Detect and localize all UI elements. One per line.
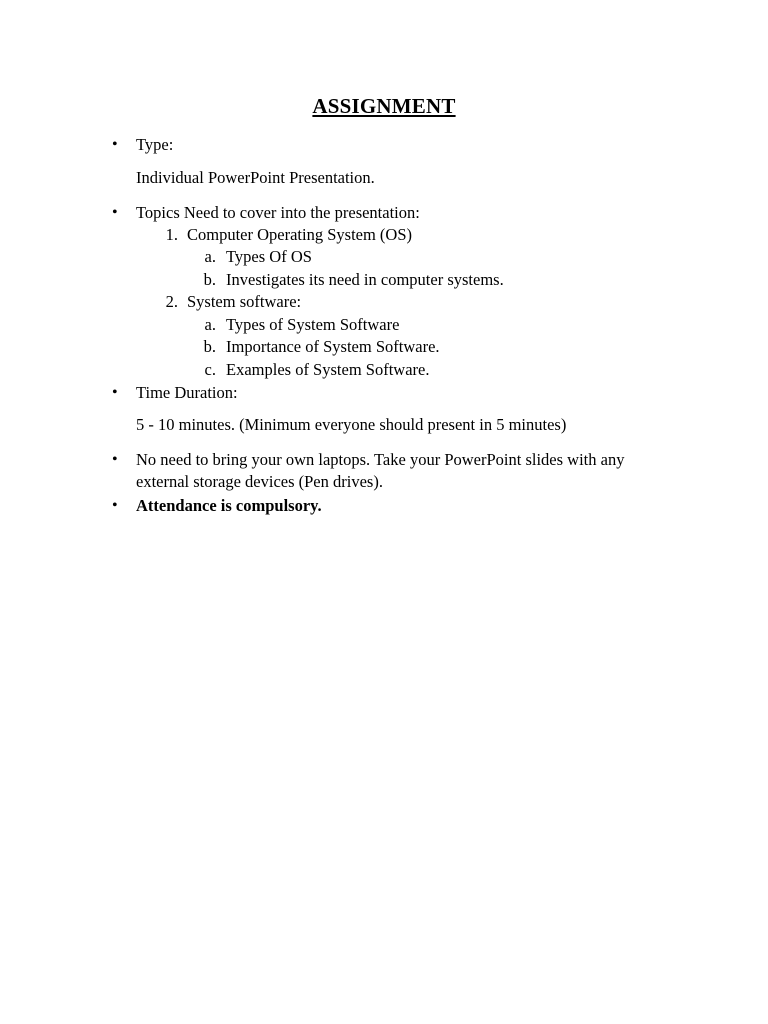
topic-item: System software: <box>187 292 302 311</box>
topic-marker: 2. <box>165 292 178 311</box>
subtopic-marker: b. <box>203 270 216 289</box>
subtopic-marker: a. <box>204 247 216 266</box>
subtopic-item: Investigates its need in computer systems. <box>226 270 504 289</box>
bullet-icon: • <box>112 136 118 153</box>
subtopic-item: Types Of OS <box>226 247 312 266</box>
laptops-line-1: No need to bring your own laptops. Take your PowerPoint slides with any <box>136 450 625 469</box>
subtopic-item: Types of System Software <box>226 315 400 334</box>
duration-label: Time Duration: <box>136 383 238 402</box>
bullet-icon: • <box>112 451 118 468</box>
bullet-icon: • <box>112 384 118 401</box>
bullet-icon: • <box>112 204 118 221</box>
attendance-note: Attendance is compulsory. <box>136 496 322 515</box>
topic-item: Computer Operating System (OS) <box>187 225 413 244</box>
subtopic-marker: c. <box>204 360 216 379</box>
subtopic-marker: a. <box>204 315 216 334</box>
type-value: Individual PowerPoint Presentation. <box>136 168 375 187</box>
laptops-line-2: external storage devices (Pen drives). <box>136 472 383 491</box>
subtopic-item: Examples of System Software. <box>226 360 430 379</box>
topic-marker: 1. <box>165 225 178 244</box>
topics-label: Topics Need to cover into the presentation: <box>136 203 420 222</box>
subtopic-item: Importance of System Software. <box>226 337 440 356</box>
document-title: ASSIGNMENT <box>312 94 456 118</box>
subtopic-marker: b. <box>203 337 216 356</box>
duration-value: 5 - 10 minutes. (Minimum everyone should present in 5 minutes) <box>136 415 567 434</box>
bullet-icon: • <box>112 497 118 514</box>
type-label: Type: <box>136 135 174 154</box>
